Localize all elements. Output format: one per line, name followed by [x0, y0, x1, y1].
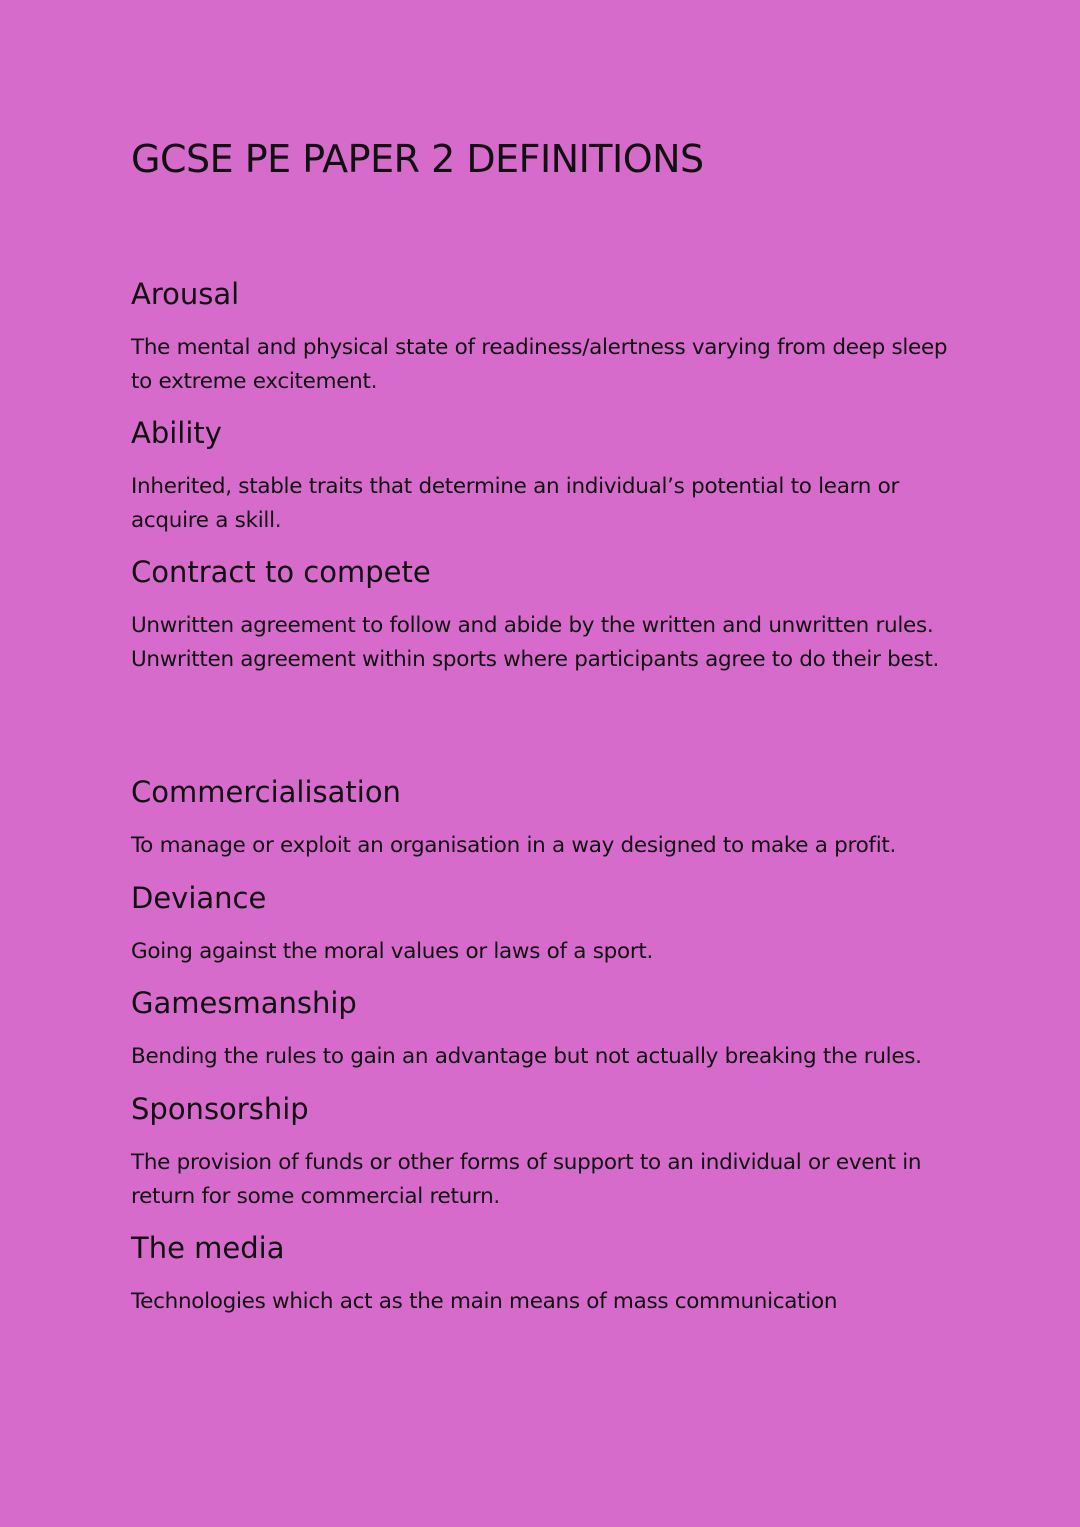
term-deviance: Deviance	[131, 881, 267, 915]
definition-ability: Inherited, stable traits that determine an individual’s potential to learn or acquire a skill.	[131, 474, 900, 533]
term-sponsorship: Sponsorship	[131, 1092, 309, 1126]
term-arousal: Arousal	[131, 277, 240, 311]
definition-contract-to-compete: Unwritten agreement to follow and abide by the written and unwritten rules. Unwritten agreement within sports where participants agree to do their best.	[131, 613, 940, 672]
term-ability: Ability	[131, 416, 222, 450]
term-gamesmanship: Gamesmanship	[131, 986, 357, 1020]
page-title: GCSE PE PAPER 2 DEFINITIONS	[131, 137, 704, 181]
definition-gamesmanship: Bending the rules to gain an advantage but not actually breaking the rules.	[131, 1044, 922, 1069]
term-contract-to-compete: Contract to compete	[131, 555, 431, 589]
definition-arousal: The mental and physical state of readiness/alertness varying from deep sleep to extreme excitement.	[131, 335, 948, 394]
definition-commercialisation: To manage or exploit an organisation in a way designed to make a profit.	[131, 833, 897, 858]
term-the-media: The media	[131, 1231, 285, 1265]
definition-the-media: Technologies which act as the main means of mass communication	[131, 1289, 838, 1314]
term-commercialisation: Commercialisation	[131, 775, 401, 809]
definition-deviance: Going against the moral values or laws of a sport.	[131, 939, 654, 964]
definition-sponsorship: The provision of funds or other forms of support to an individual or event in return for some commercial return.	[131, 1150, 922, 1209]
